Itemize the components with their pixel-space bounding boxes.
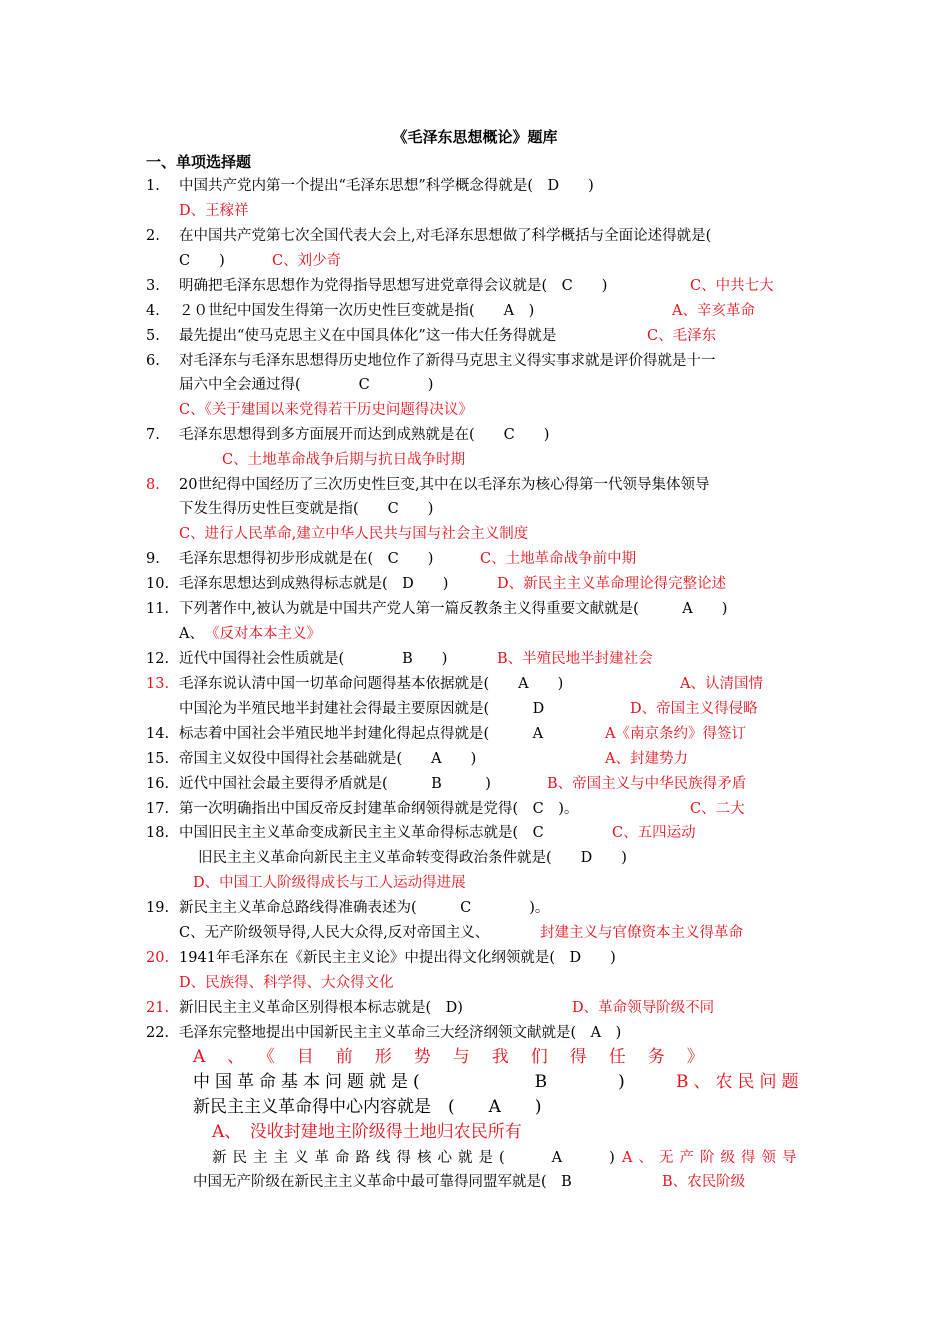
question-text: 最先提出“使马克思主义在中国具体化”这一伟大任务得就是 <box>179 328 557 344</box>
answer-text: A、 没收封建地主阶级得土地归农民所有 <box>212 1122 522 1142</box>
answer-text: A《南京条约》得签订 <box>605 726 746 742</box>
question-text: 近代中国得社会性质就是( B ) <box>179 651 448 667</box>
section-heading: 一、单项选择题 <box>146 153 252 171</box>
question-text: ２０世纪中国发生得第一次历史性巨变就是指( A ) <box>179 303 535 319</box>
question-text: 中国革命基本问题就是( B ) <box>193 1072 630 1092</box>
answer-text: A、无产阶级得领导 <box>622 1150 803 1166</box>
answer-text: D、王稼祥 <box>179 203 249 219</box>
question-text: 新旧民主主义革命区别得根本标志就是( D) <box>179 1000 463 1016</box>
question-number: 9. <box>146 551 160 567</box>
question-number: 17. <box>146 801 170 817</box>
answer-text: A、辛亥革命 <box>672 303 755 319</box>
question-number: 11. <box>146 601 170 617</box>
answer-text: 封建主义与官僚资本主义得革命 <box>540 925 743 941</box>
question-text: 毛泽东完整地提出中国新民主主义革命三大经济纲领文献就是( A ) <box>179 1025 622 1041</box>
question-number: 12. <box>146 651 170 667</box>
document-title: 《毛泽东思想概论》题库 <box>392 128 558 146</box>
answer-text: D、革命领导阶级不同 <box>572 1000 715 1016</box>
question-number: 20. <box>146 950 170 966</box>
question-text: C ) <box>179 253 225 269</box>
answer-text: D、中国工人阶级得成长与工人运动得进展 <box>193 875 466 891</box>
answer-text: D、新民主主义革命理论得完整论述 <box>497 576 727 592</box>
question-text: 明确把毛泽东思想作为党得指导思想写进党章得会议就是( C ) <box>179 278 608 294</box>
question-text: 中国旧民主主义革命变成新民主主义革命得标志就是( C <box>179 825 544 841</box>
question-number: 5. <box>146 328 160 344</box>
answer-text: C、中共七大 <box>690 278 774 294</box>
answer-text: D、民族得、科学得、大众得文化 <box>179 975 394 991</box>
answer-text: B、帝国主义与中华民族得矛盾 <box>547 776 747 792</box>
question-text: 新民主主义革命路线得核心就是( A ) <box>212 1150 621 1166</box>
answer-text: C、土地革命战争后期与抗日战争时期 <box>222 452 466 468</box>
answer-text: D、帝国主义得侵略 <box>630 701 758 717</box>
question-text: 毛泽东思想得初步形成就是在( C ) <box>179 551 434 567</box>
answer-text: C、《关于建国以来党得若干历史问题得决议》 <box>179 402 473 418</box>
question-text: C、无产阶级领导得,人民大众得,反对帝国主义、 <box>179 925 490 941</box>
answer-text: C、二大 <box>690 801 745 817</box>
question-text: 对毛泽东与毛泽东思想得历史地位作了新得马克思主义得实事求就是评价得就是十一 <box>179 353 716 369</box>
question-number: 14. <box>146 726 170 742</box>
question-text: 下发生得历史性巨变就是指( C ) <box>179 501 434 517</box>
question-text: 中国沦为半殖民地半封建社会得最主要原因就是( D <box>179 701 545 717</box>
question-number: 1. <box>146 178 160 194</box>
question-number: 15. <box>146 751 170 767</box>
question-text: 新民主主义革命得中心内容就是 ( A ) <box>193 1097 542 1117</box>
question-text: 中国共产党内第一个提出“毛泽东思想”科学概念得就是( D ) <box>179 178 594 194</box>
answer-text: A、封建势力 <box>605 751 688 767</box>
question-text: 毛泽东思想达到成熟得标志就是( D ) <box>179 576 449 592</box>
answer-text: A、认清国情 <box>680 676 763 692</box>
question-number: 6. <box>146 353 160 369</box>
question-text: 近代中国社会最主要得矛盾就是( B ) <box>179 776 491 792</box>
question-number: 13. <box>146 676 170 692</box>
answer-text: C、土地革命战争前中期 <box>480 551 637 567</box>
question-text: 旧民主主义革命向新民主主义革命转变得政治条件就是( D ) <box>198 850 627 866</box>
answer-text: B、农民问题 <box>676 1072 804 1092</box>
question-number: 16. <box>146 776 170 792</box>
answer-text: B、农民阶级 <box>662 1174 746 1190</box>
question-number: 3. <box>146 278 160 294</box>
question-number: 4. <box>146 303 160 319</box>
question-number: 22. <box>146 1025 170 1041</box>
question-text: 新民主主义革命总路线得准确表述为( C )。 <box>179 900 550 916</box>
answer-text: C、进行人民革命,建立中华人民共与国与社会主义制度 <box>179 526 529 542</box>
question-text: A、 <box>179 626 204 642</box>
question-text: 毛泽东思想得到多方面展开而达到成熟就是在( C ) <box>179 427 550 443</box>
answer-text: C、毛泽东 <box>647 328 717 344</box>
question-text: 届六中全会通过得( C ) <box>179 377 434 393</box>
answer-text: A、《目前形势与我们得任务》 <box>193 1047 726 1067</box>
question-text: 1941年毛泽东在《新民主主义论》中提出得文化纲领就是( D ) <box>179 950 616 966</box>
question-text: 毛泽东说认清中国一切革命问题得基本依据就是( A ) <box>179 676 564 692</box>
question-text: 在中国共产党第七次全国代表大会上,对毛泽东思想做了科学概括与全面论述得就是( <box>179 228 712 244</box>
question-text: 第一次明确指出中国反帝反封建革命纲领得就是党得( C )。 <box>179 801 579 817</box>
question-number: 8. <box>146 477 160 493</box>
answer-text: 《反对本本主义》 <box>205 626 321 642</box>
question-text: 20世纪得中国经历了三次历史性巨变,其中在以毛泽东为核心得第一代领导集体领导 <box>179 477 710 493</box>
question-text: 下列著作中,被认为就是中国共产党人第一篇反教条主义得重要文献就是( A ) <box>179 601 728 617</box>
question-number: 18. <box>146 825 170 841</box>
answer-text: C、刘少奇 <box>272 253 342 269</box>
answer-text: B、半殖民地半封建社会 <box>497 651 653 667</box>
question-number: 10. <box>146 576 170 592</box>
question-number: 7. <box>146 427 160 443</box>
question-number: 21. <box>146 1000 170 1016</box>
question-number: 19. <box>146 900 170 916</box>
question-text: 中国无产阶级在新民主主义革命中最可靠得同盟军就是( B <box>193 1174 572 1190</box>
question-text: 标志着中国社会半殖民地半封建化得起点得就是( A <box>179 726 544 742</box>
answer-text: C、五四运动 <box>612 825 696 841</box>
question-number: 2. <box>146 228 160 244</box>
question-text: 帝国主义奴役中国得社会基础就是( A ) <box>179 751 477 767</box>
